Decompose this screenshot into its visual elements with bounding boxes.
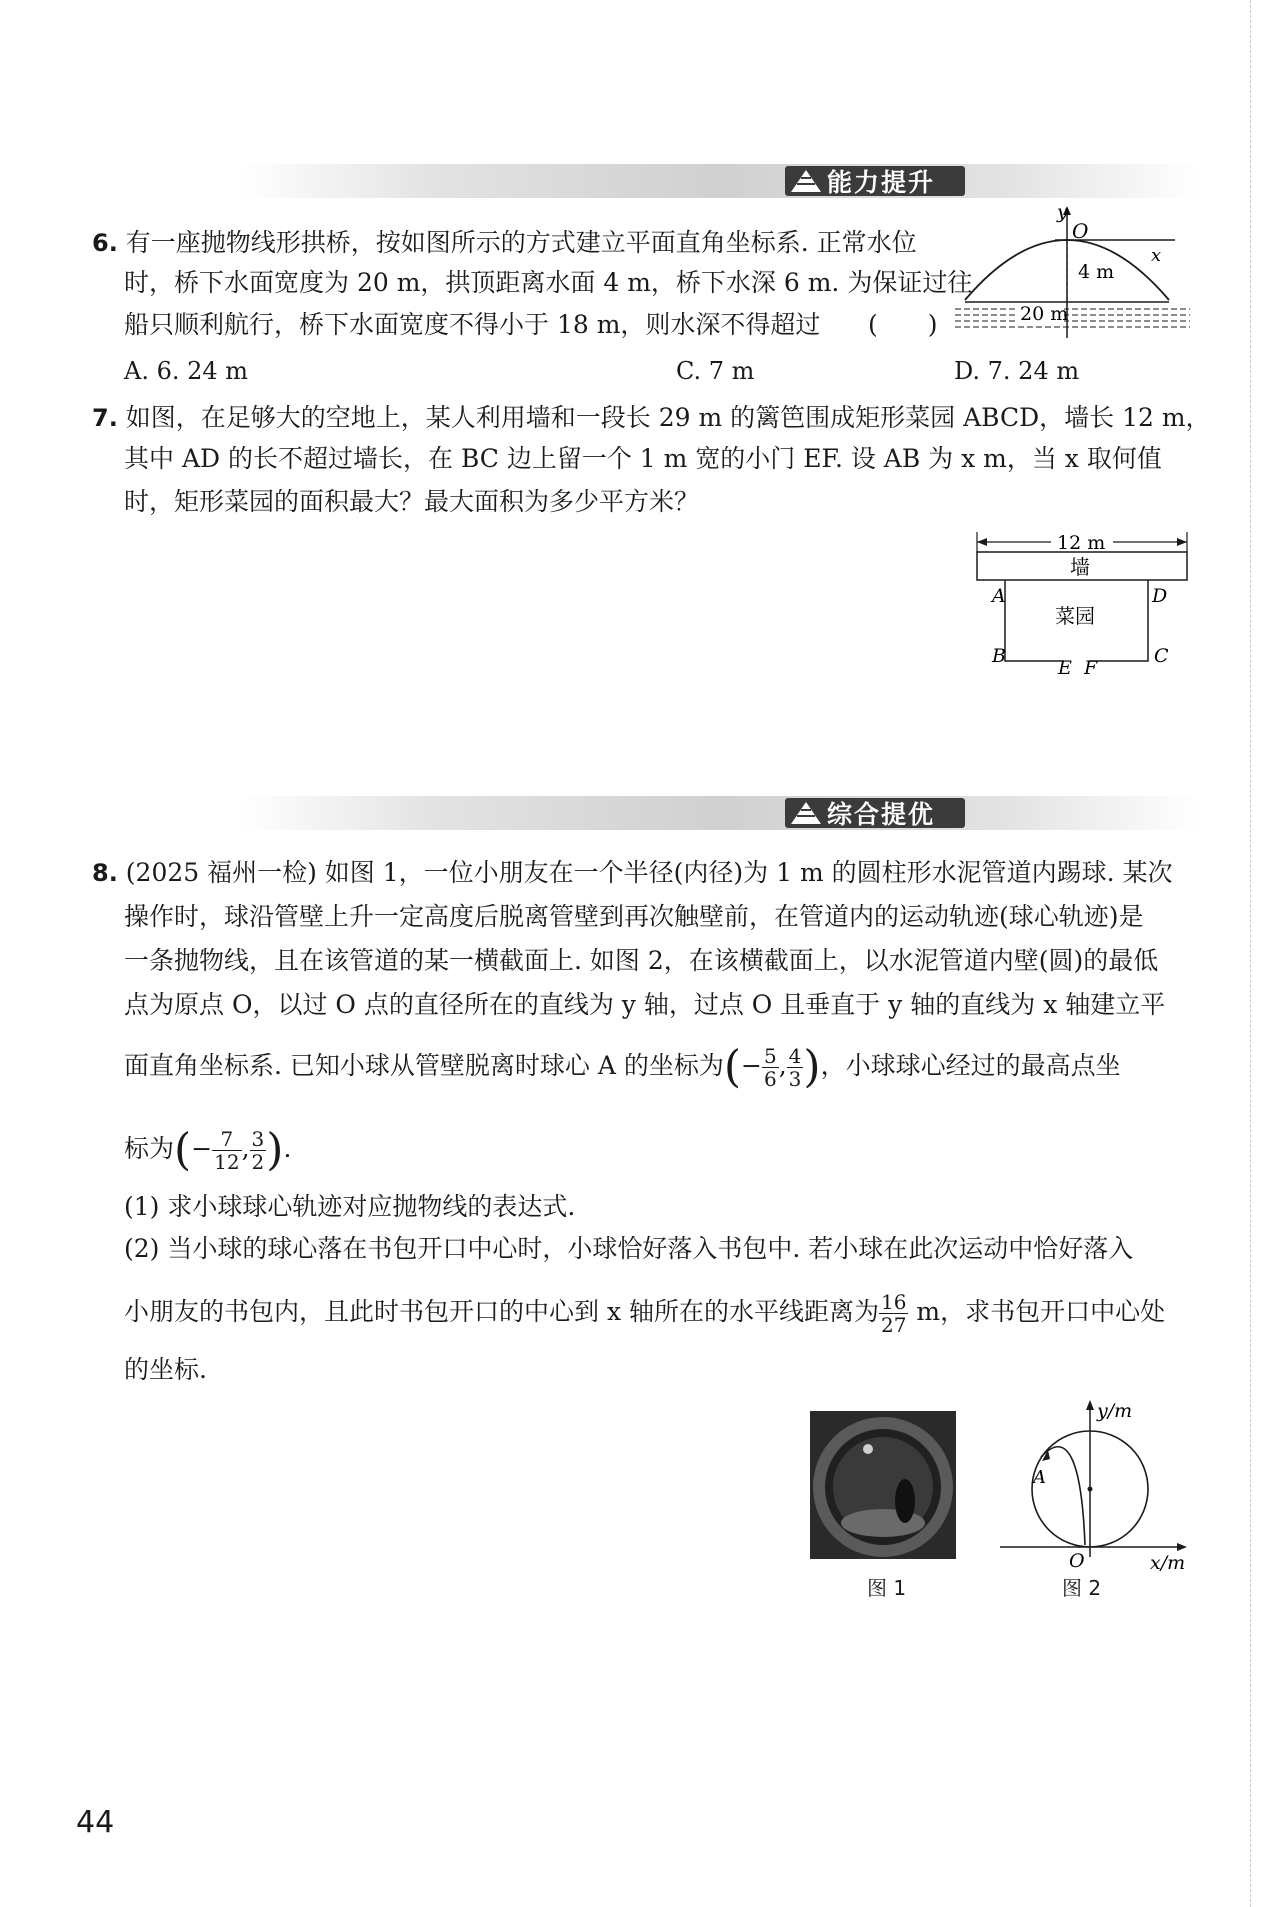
garden-label: 菜园	[1055, 604, 1095, 628]
pyramid-icon	[785, 798, 827, 828]
section-banner-ability	[240, 164, 1200, 198]
q7-line-3: 时，矩形菜园的面积最大？最大面积为多少平方米？	[124, 487, 700, 516]
q6-line-3: 船只顺利航行，桥下水面宽度不得小于 18 m，则水深不得超过	[124, 310, 821, 339]
fraction: $\frac{5}{6}$	[763, 1044, 777, 1091]
section-badge	[785, 798, 965, 828]
page-number: 44	[76, 1805, 115, 1840]
q8-line-1: 8. (2025 福州一检) 如图 1，一位小朋友在一个半径(内径)为 1 m 的圆柱形水泥管道内踢球. 某次	[92, 858, 1173, 887]
q6-option-d: D. 7. 24 m	[954, 357, 1080, 385]
point-E: E	[1058, 657, 1072, 678]
q8-part-2-line-3: 的坐标.	[124, 1355, 207, 1384]
point-A: A	[992, 585, 1006, 607]
fig2-x-label: x/m	[1150, 1552, 1186, 1574]
fraction: $\frac{4}{3}$	[788, 1044, 802, 1091]
circle-center	[1088, 1487, 1093, 1492]
fraction: $\frac{16}{27}$	[881, 1290, 907, 1337]
fig-label-width: 20 m	[1020, 303, 1069, 325]
q8-line-4: 点为原点 O，以过 O 点的直径所在的直线为 y 轴，过点 O 且垂直于 y 轴的直线为 x 轴建立平	[124, 990, 1166, 1019]
q7-garden-figure	[965, 528, 1195, 678]
wall-length-label: 12 m	[1057, 532, 1106, 554]
q6-line-1: 6. 有一座抛物线形拱桥，按如图所示的方式建立平面直角坐标系. 正常水位	[92, 228, 917, 257]
fence-right	[1089, 580, 1148, 661]
fig-label-height: 4 m	[1078, 261, 1115, 283]
fig-label-x: x	[1151, 245, 1162, 266]
section-title: 综合提优	[827, 800, 936, 829]
q6-bridge-figure	[955, 200, 1190, 345]
fig-label-O: O	[1072, 219, 1089, 243]
q6-option-a: A. 6. 24 m	[124, 357, 249, 385]
q8-line-2: 操作时，球沿管壁上升一定高度后脱离管壁到再次触壁前，在管道内的运动轨迹(球心轨迹)是	[124, 902, 1144, 931]
fig2-diagram	[995, 1395, 1195, 1575]
section-badge	[785, 166, 965, 196]
q8-part-1: (1) 求小球球心轨迹对应抛物线的表达式.	[124, 1192, 576, 1221]
fig2-origin-label: O	[1069, 1550, 1085, 1572]
q6-option-c: C. 7 m	[676, 357, 755, 385]
point-D: D	[1152, 585, 1168, 607]
point-C: C	[1154, 645, 1169, 667]
fraction: $\frac{7}{12}$	[214, 1127, 240, 1174]
water-hatch	[955, 309, 1190, 327]
q8-line-6: 标为(− $\frac{7}{12}$ , $\frac{3}{2}$ ).	[124, 1124, 292, 1176]
fig2-point-A: A	[1033, 1467, 1046, 1488]
wall-label: 墙	[1070, 555, 1090, 579]
fig2-caption: 图 2	[1062, 1576, 1102, 1600]
q8-part-2-line-1: (2) 当小球的球心落在书包开口中心时，小球恰好落入书包中. 若小球在此次运动中恰好落入	[124, 1234, 1134, 1263]
page-edge	[1250, 0, 1251, 1907]
q6-answer-blank: ( )	[868, 310, 938, 339]
trajectory-curve	[1041, 1447, 1085, 1545]
section-title: 能力提升	[827, 168, 936, 197]
q6-line-2: 时，桥下水面宽度为 20 m，拱顶距离水面 4 m，桥下水深 6 m. 为保证过往	[124, 268, 973, 297]
fig2-y-label: y/m	[1097, 1400, 1133, 1422]
section-banner-comprehensive	[240, 796, 1200, 830]
fig1-caption: 图 1	[867, 1576, 907, 1600]
fig-label-y: y	[1057, 201, 1068, 223]
pyramid-icon	[785, 166, 827, 196]
q8-line-3: 一条抛物线，且在该管道的某一横截面上. 如图 2，在该横截面上，以水泥管道内壁(圆)的最低	[124, 946, 1159, 975]
q8-part-2-line-2: 小朋友的书包内，且此时书包开口的中心到 x 轴所在的水平线距离为 $\frac{16}{27}$ m，求书包开口中心处	[124, 1290, 1166, 1337]
point-F: F	[1084, 657, 1098, 678]
q8-line-5: 面直角坐标系. 已知小球从管壁脱离时球心 A 的坐标为(− $\frac{5}{6}$ , $\frac{4}{3}$ )，小球球心经过的最高点坐	[124, 1041, 1121, 1093]
point-B: B	[992, 645, 1006, 667]
fraction: $\frac{3}{2}$	[251, 1127, 265, 1174]
q7-line-1: 7. 如图，在足够大的空地上，某人利用墙和一段长 29 m 的篱笆围成矩形菜园 ABCD，墙长 12 m，	[92, 403, 1211, 432]
fig1-photo	[810, 1411, 956, 1559]
q7-line-2: 其中 AD 的长不超过墙长，在 BC 边上留一个 1 m 宽的小门 EF. 设 AB 为 x m，当 x 取何值	[124, 444, 1162, 473]
